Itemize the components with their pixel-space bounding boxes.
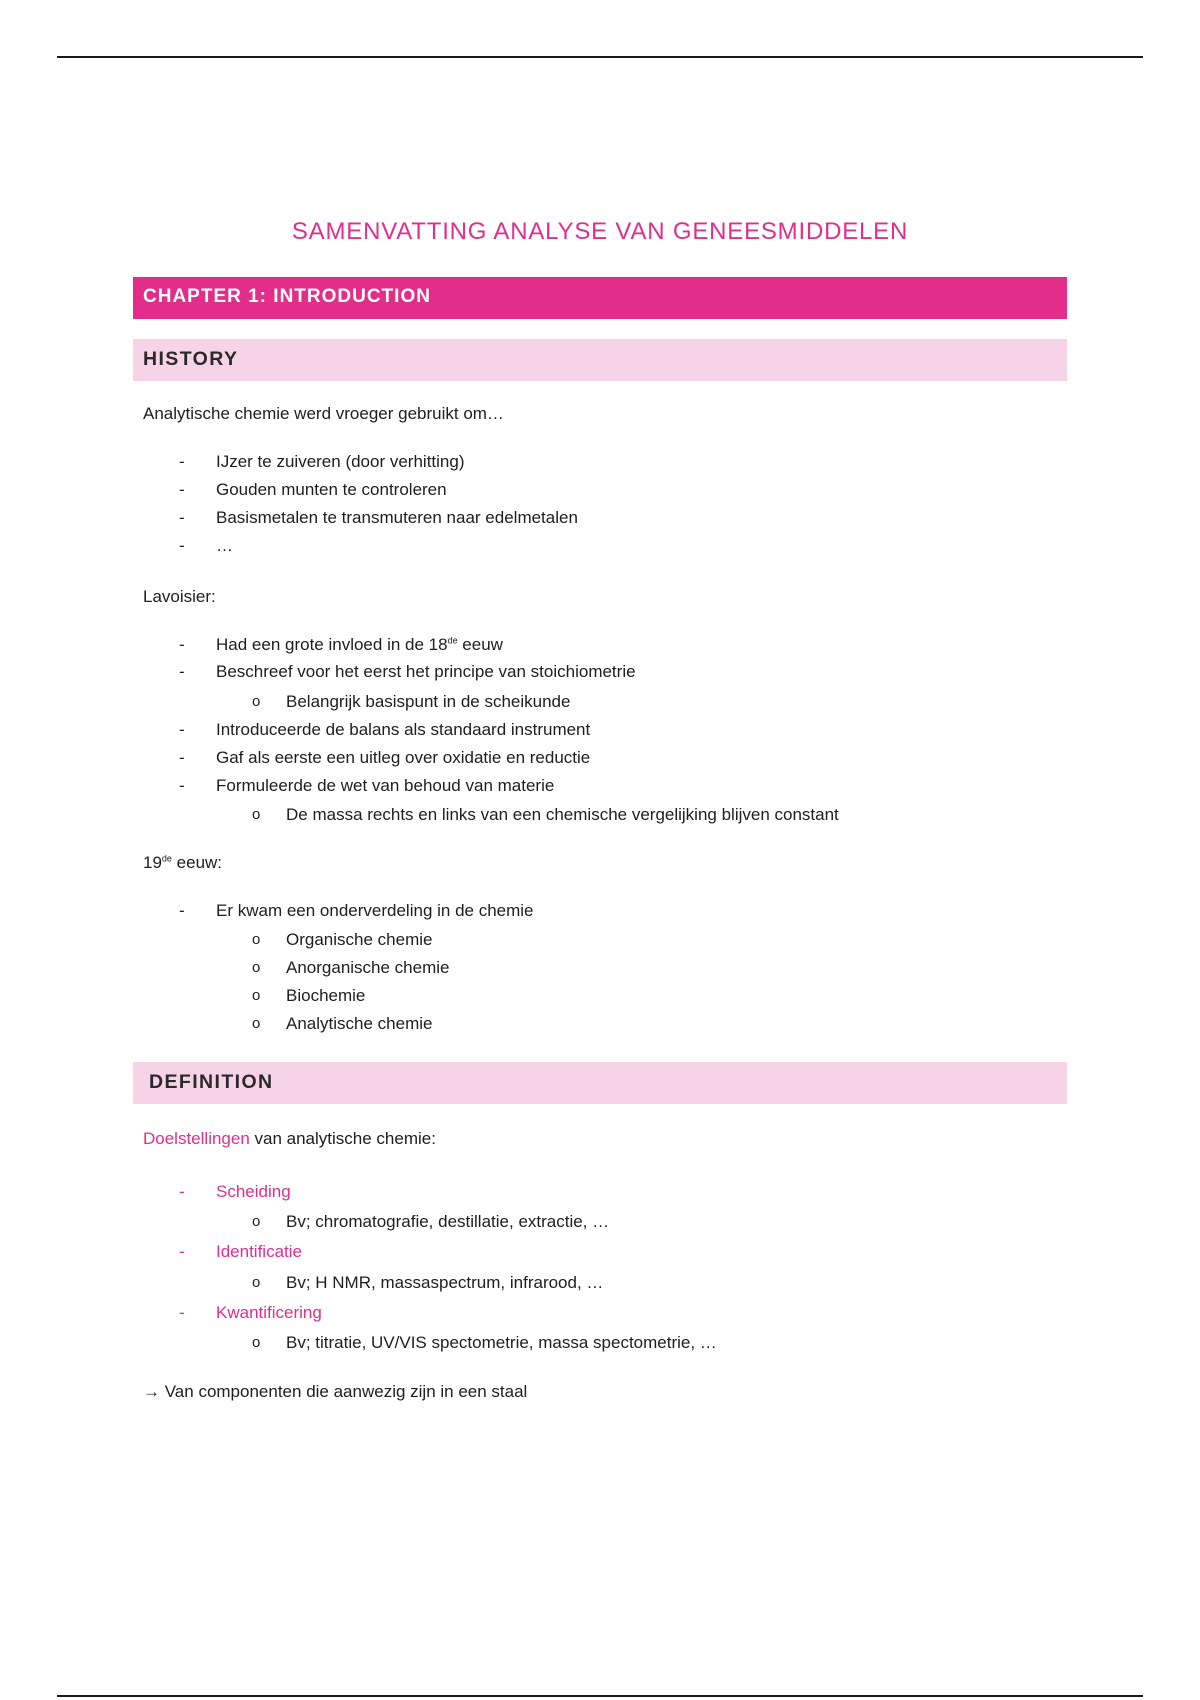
- header-rule: [57, 56, 1143, 58]
- footer-rule: [57, 1695, 1143, 1697]
- chapter-heading: CHAPTER 1: INTRODUCTION: [133, 277, 1067, 319]
- definition-intro: Doelstellingen van analytische chemie:: [143, 1129, 436, 1148]
- century-19-label: 19de eeuw:: [143, 853, 223, 872]
- section-heading-definition: DEFINITION: [133, 1062, 1067, 1104]
- document-title: SAMENVATTING ANALYSE VAN GENEESMIDDELEN: [291, 218, 909, 245]
- section-heading-history: HISTORY: [133, 339, 1067, 381]
- history-intro: Analytische chemie werd vroeger gebruikt om…: [143, 404, 504, 423]
- lavoisier-label: Lavoisier:: [143, 587, 216, 606]
- conclusion-line: → Van componenten die aanwezig zijn in een staal: [143, 1382, 528, 1401]
- arrow-icon: →: [143, 1382, 160, 1401]
